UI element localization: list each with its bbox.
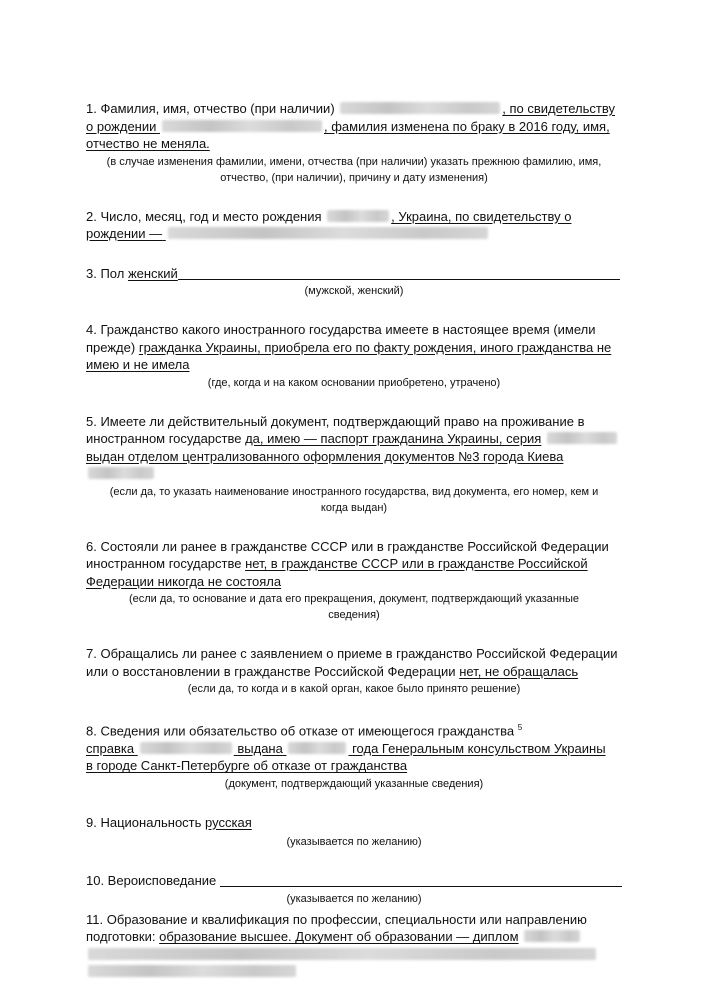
item-6-answer-b: Федерации никогда не состояла [86,573,282,589]
item-1-answer-a: , по свидетельству [502,101,615,116]
item-5-answer-b: выдан отделом централизованного оформления документов №3 города Киева [86,448,564,464]
item-1-answer-b: о рождении [86,118,157,134]
redacted-certificate-number [140,742,232,754]
item-5-answer-a: да, имею — паспорт гражданина Украины, серия [245,431,542,446]
redacted-birth-name [162,120,322,132]
item-10-question: 10. Вероисповедание [86,873,217,889]
footnote-ref: 5 [517,723,523,732]
redacted-diploma-c [88,965,296,977]
item-5-question: 5. Имеете ли действительный документ, подтверждающий право на проживание в [86,413,585,429]
item-4-citizenship [86,321,622,391]
redacted-diploma-b [88,948,596,960]
item-4-question: 4. Гражданство какого иностранного государства имеете в настоящее время (имели [86,322,596,337]
item-6-answer-a: нет, в гражданстве СССР или в гражданстве Российской [245,556,588,571]
item-7-answer: нет, не обращалась [459,663,579,679]
item-4-note: (где, когда и на каком основании приобретено, утрачено) [207,376,501,389]
item-6-question: 6. Состояли ли ранее в гражданстве СССР или в гражданстве Российской Федерации [86,538,609,554]
item-6-ussr-citizenship [86,538,622,624]
item-5-residence-document [86,413,622,516]
item-2-answer-b: рождении — [86,226,163,241]
item-4-question-cont: прежде) [86,339,136,355]
item-6-note: (если да, то основание и дата его прекращения, документ, подтверждающий указанные сведения) [128,593,580,621]
item-10-note: (указывается по желанию) [286,892,422,905]
item-5-note: (если да, то указать наименование иностранного государства, вид документа, его номер, кем и когда выдан) [109,485,599,514]
item-9-note: (указывается по желанию) [286,836,422,849]
item-2-question: 2. Число, месяц, год и место рождения [86,208,322,224]
item-7-question-cont: или о восстановлении в гражданстве Российской Федерации [86,663,456,679]
item-1-question: 1. Фамилия, имя, отчество (при наличии) [86,101,335,116]
item-3-blank-line [178,267,620,280]
item-10-religion [86,872,622,907]
item-4-answer-a: гражданка Украины, приобрела его по факту рождения, иного гражданства не [138,339,612,355]
item-8-answer-d: в городе Санкт-Петербурге об отказе от гражданства [86,758,408,774]
item-3-question: 3. Пол [86,265,125,281]
item-1-note: (в случае изменения фамилии, имени, отчества (при наличии) указать прежнюю фамилию, имя, отчество, (при наличии), причину и дату изменения) [106,155,602,184]
item-6-question-cont: иностранном государстве [86,556,242,571]
item-4-answer-b: имею и не имела [86,357,190,372]
item-8-note: (документ, подтверждающий указанные сведения) [224,777,484,790]
item-9-nationality [86,814,622,851]
redacted-birth-place [168,227,488,239]
item-8-answer-b: выдана [237,740,283,756]
item-8-question: 8. Сведения или обязательство об отказе от имеющегося гражданства [86,723,515,739]
application-form-page [86,100,622,1003]
item-3-sex [86,265,622,300]
item-8-answer-c: года Генеральным консульством Украины [352,740,606,756]
item-7-question: 7. Обращались ли ранее с заявлением о приеме в гражданство Российской Федерации [86,646,618,661]
redacted-issue-date [88,467,154,479]
item-3-note: (мужской, женский) [304,285,404,297]
item-11-answer: образование высшее. Документ об образовании — диплом [159,929,519,945]
item-7-note: (если да, то когда и в какой орган, какое было принято решение) [187,683,521,695]
item-2-birth [86,208,622,243]
redacted-birth-date [327,210,389,222]
item-3-answer: женский [127,265,178,281]
item-11-education [86,911,622,981]
redacted-passport-series [547,432,617,444]
item-5-question-cont: иностранном государстве [86,431,242,446]
item-1-answer-c: , фамилия изменена по браку в 2016 году, имя, [324,118,610,134]
item-11-question-cont: подготовки: [86,929,156,945]
item-11-question: 11. Образование и квалификация по профессии, специальности или направлению [86,911,587,927]
item-10-blank-line [220,874,622,887]
item-2-answer-a: , Украина, по свидетельству о [391,208,572,224]
item-1-full-name [86,100,622,186]
item-9-question: 9. Национальность [86,814,202,830]
item-9-answer: русская [205,814,252,830]
item-8-answer-a: справка [86,740,135,756]
item-7-previous-applications [86,645,622,697]
item-8-renunciation [86,719,622,792]
redacted-diploma-a [524,930,580,942]
redacted-certificate-date [288,742,346,754]
redacted-full-name [340,102,500,114]
item-1-answer-d: отчество не меняла. [86,136,210,151]
